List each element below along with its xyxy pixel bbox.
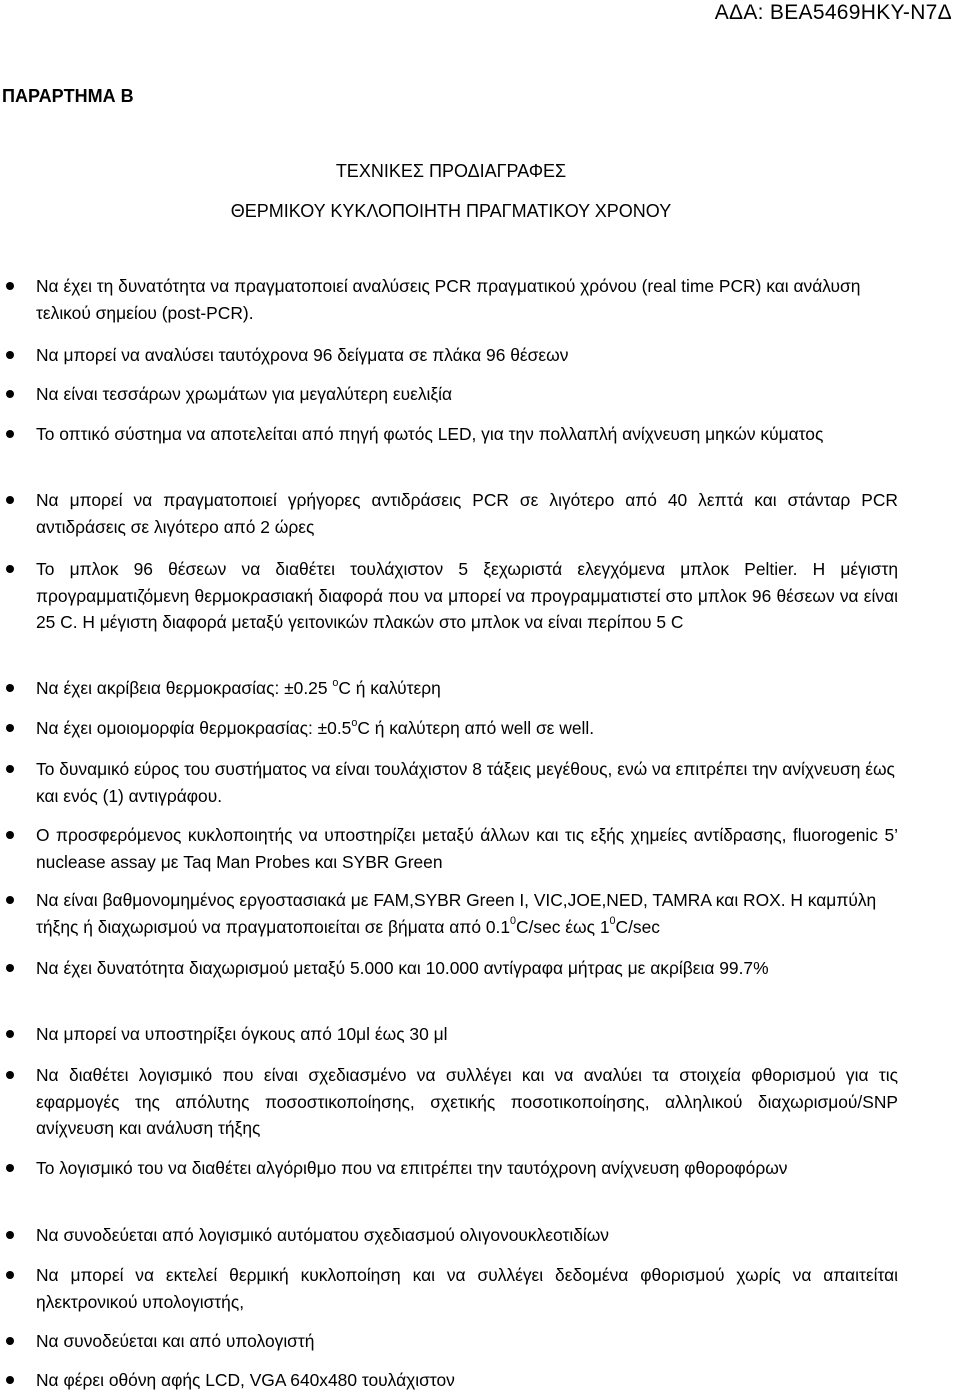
spec-item-text-part: C ή καλύτερη από well σε well. (357, 718, 595, 738)
spec-item (36, 1328, 898, 1355)
spec-item-text: Το οπτικό σύστημα να αποτελείται από πηγή φωτός LED, για την πολλαπλή ανίχνευση μηκών κύματος (36, 424, 824, 444)
spec-item (36, 1262, 898, 1315)
bullet-icon (6, 390, 14, 398)
spec-item-text: Να μπορεί να εκτελεί θερμική κυκλοποίηση και να συλλέγει δεδομένα φθορισμού χωρίς να απαιτείται ηλεκτρονικού υπολογιστής, (36, 1265, 898, 1312)
spec-item-text (36, 675, 898, 702)
bullet-icon (6, 1231, 14, 1239)
spec-item-text-part: Να έχει ακρίβεια θερμοκρασίας: ±0.25 (36, 678, 333, 698)
spec-item (36, 556, 898, 636)
spec-item (36, 675, 898, 702)
spec-item-text: Να έχει δυνατότητα διαχωρισμού μεταξύ 5.000 και 10.000 αντίγραφα μήτρας με ακρίβεια 99.7% (36, 958, 769, 978)
bullet-icon (6, 430, 14, 438)
spec-item-text (36, 887, 898, 940)
bullet-icon (6, 1164, 14, 1172)
ada-code: ΑΔΑ: ΒΕΑ5469ΗΚΥ-Ν7Δ (714, 1, 952, 24)
degree-mark: ο (332, 676, 339, 689)
spec-item-text-part: C/sec έως 1 (516, 916, 610, 937)
bullet-icon (6, 565, 14, 573)
bullet-icon (6, 1271, 14, 1279)
bullet-icon (6, 496, 14, 504)
spec-item-text-part: C/sec (615, 916, 660, 937)
spec-item (36, 487, 898, 540)
spec-item-text: Να έχει τη δυνατότητα να πραγματοποιεί αναλύσεις PCR πραγματικού χρόνου (real time PCR) και ανάλυση τελικού σημείου (post-PCR). (36, 276, 861, 323)
spec-item (36, 1155, 898, 1182)
spec-item (36, 1021, 898, 1048)
bullet-icon (6, 765, 14, 773)
spec-item-text: Να φέρει οθόνη αφής LCD, VGA 640x480 τουλάχιστον (36, 1370, 455, 1390)
spec-item-text: Να είναι τεσσάρων χρωμάτων για μεγαλύτερη ευελιξία (36, 384, 453, 404)
spec-item-text: Να μπορεί να αναλύσει ταυτόχρονα 96 δείγματα σε πλάκα 96 θέσεων (36, 345, 569, 365)
spec-item-text: Το δυναμικό εύρος του συστήματος να είναι τουλάχιστον 8 τάξεις μεγέθους, ενώ να επιτρέπει την ανίχνευση έως και ενός (1) αντιγράφου. (36, 759, 895, 806)
bullet-icon (6, 896, 14, 904)
spec-item (36, 342, 898, 369)
spec-item (36, 756, 898, 809)
bullet-icon (6, 1030, 14, 1038)
spec-item (36, 421, 898, 448)
degree-mark: 0 (510, 915, 517, 928)
spec-item-text-part: Να είναι βαθμονομημένος εργοστασιακά με FAM,SYBR Green I, VIC,JOE,NED, TAMRA και ROX. Η καμπύλη τήξης ή διαχωρισμού να πραγματοποιείται σε βήματα από 0.1 (36, 890, 877, 937)
spec-item-text: Ο προσφερόμενος κυκλοποιητής να υποστηρίζει μεταξύ άλλων και τις εξής χημείες αντίδρασης, fluorogenic 5’ nuclease assay με Taq Man Probes και SYBR Green (36, 825, 898, 872)
spec-title-line2: ΘΕΡΜΙΚΟΥ ΚΥΚΛΟΠΟΙΗΤΗ ΠΡΑΓΜΑΤΙΚΟΥ ΧΡΟΝΟΥ (230, 201, 672, 221)
spec-item-text: Να διαθέτει λογισμικό που είναι σχεδιασμένο να συλλέγει και να αναλύει τα στοιχεία φθορισμού για τις εφαρμογές της απόλυτης ποσοστικοποίησης, σχετικής ποσοτικοποίησης, αλληλικού διαχωρισμού/SNP ανίχνευση και ανάλυση τήξης (36, 1065, 898, 1138)
bullet-icon (6, 282, 14, 290)
spec-item-text: Να μπορεί να υποστηρίξει όγκους από 10μl έως 30 μl (36, 1024, 448, 1044)
degree-mark: ο (351, 716, 358, 729)
spec-item (36, 822, 898, 875)
bullet-icon (6, 964, 14, 972)
spec-item (36, 381, 898, 408)
spec-item (36, 273, 898, 326)
annex-title: ΠΑΡΑΡΤΗΜΑ Β (2, 86, 134, 106)
spec-item-text: Να συνοδεύεται από λογισμικό αυτόματου σχεδιασμού ολιγονουκλεοτιδίων (36, 1225, 610, 1245)
bullet-icon (6, 831, 14, 839)
spec-item-text: Να μπορεί να πραγματοποιεί γρήγορες αντιδράσεις PCR σε λιγότερο από 40 λεπτά και στάνταρ PCR αντιδράσεις σε λιγότερο από 2 ώρες (36, 490, 898, 537)
bullet-icon (6, 684, 14, 692)
degree-mark: 0 (609, 915, 616, 928)
bullet-icon (6, 724, 14, 732)
spec-item (36, 1062, 898, 1142)
bullet-icon (6, 1071, 14, 1079)
spec-item (36, 955, 898, 982)
spec-item (36, 887, 898, 940)
spec-item-text (36, 715, 898, 742)
bullet-icon (6, 351, 14, 359)
spec-item-text-part: Να έχει ομοιομορφία θερμοκρασίας: ±0.5 (36, 718, 352, 738)
spec-item (36, 715, 898, 742)
spec-item (36, 1367, 898, 1394)
spec-title-line1: ΤΕΧΝΙΚΕΣ ΠΡΟΔΙΑΓΡΑΦΕΣ (335, 161, 567, 181)
spec-item-text: Το λογισμικό του να διαθέτει αλγόριθμο που να επιτρέπει την ταυτόχρονη ανίχνευση φθοροφόρων (36, 1158, 788, 1178)
spec-item-text: Να συνοδεύεται και από υπολογιστή (36, 1331, 315, 1351)
spec-item-text: Το μπλοκ 96 θέσεων να διαθέτει τουλάχιστον 5 ξεχωριστά ελεγχόμενα μπλοκ Peltier. Η μέγιστη προγραμματιζόμενη θερμοκρασιακή διαφορά που να μπορεί να προγραμματιστεί στο μπλοκ 96 θέσεων να είναι 25 C. Η μέγιστη διαφορά μεταξύ γειτονικών πλακών στο μπλοκ να είναι περίπου 5 C (36, 559, 898, 632)
bullet-icon (6, 1376, 14, 1384)
spec-item (36, 1222, 898, 1249)
bullet-icon (6, 1337, 14, 1345)
spec-item-text-part: C ή καλύτερη (338, 678, 441, 698)
